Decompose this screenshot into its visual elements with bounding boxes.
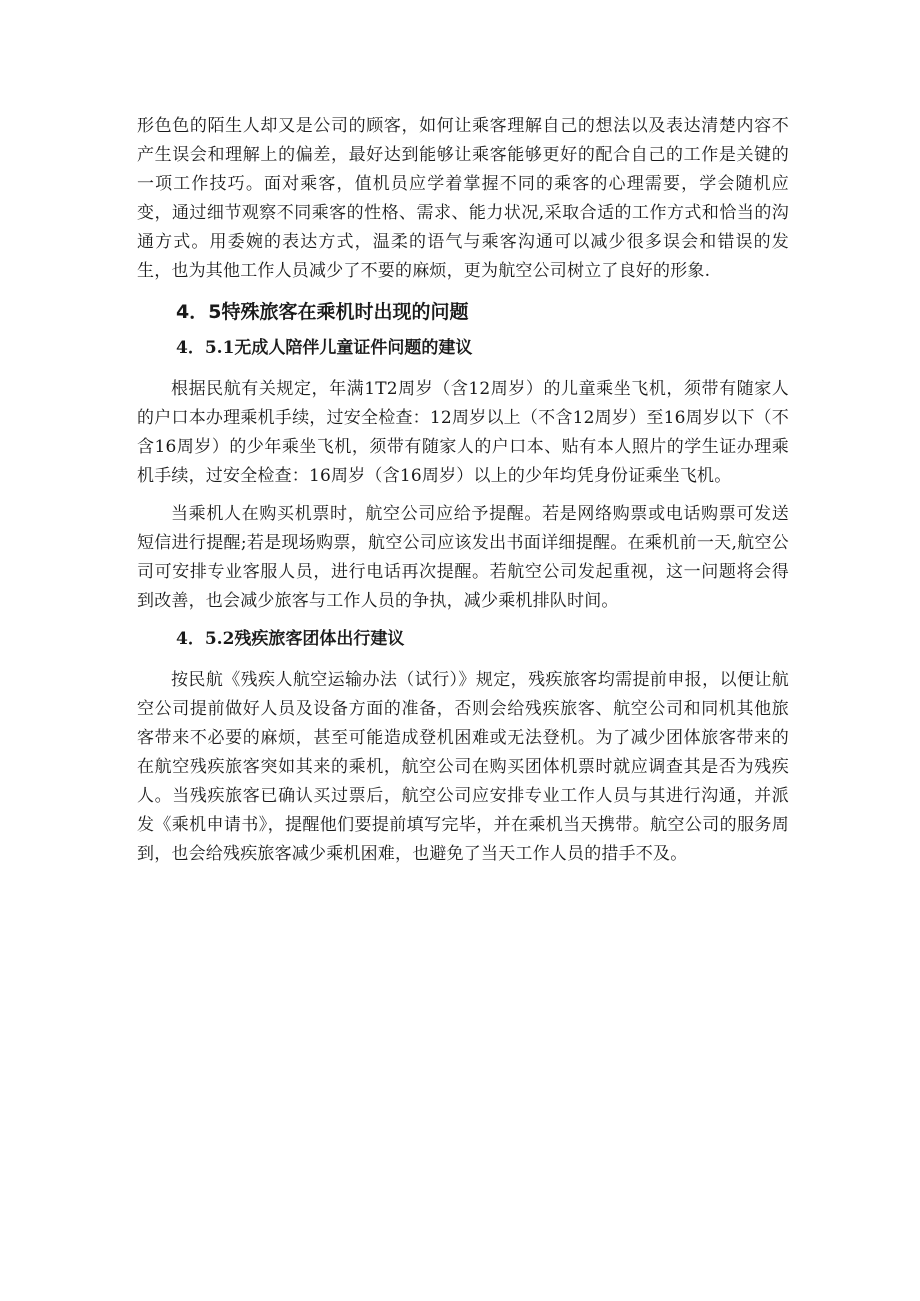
paragraph-reminder-suggestion: 当乘机人在购买机票时，航空公司应给予提醒。若是网络购票或电话购票可发送短信进行提醒;若是现场购票，航空公司应该发出书面详细提醒。在乘机前一天,航空公司可安排专业客服人员，进行电话再次提醒。若航空公司发起重视，这一问题将会得到改善，也会减少旅客与工作人员的争执，减少乘机排队时间。 [137, 504, 789, 611]
subsection-4-5-1-body [137, 375, 789, 491]
paragraph-disabled-group-suggestion: 按民航《残疾人航空运输办法（试行）》规定，残疾旅客均需提前申报，以便让航空公司提前做好人员及设备方面的准备，否则会给残疾旅客、航空公司和同机其他旅客带来不必要的麻烦，甚至可能造成登机困难或无法登机。为了减少团体旅客带来的在航空残疾旅客突如其来的乘机，航空公司在购买团体机票时就应调查其是否为残疾人。当残疾旅客已确认买过票后，航空公司应安排专业工作人员与其进行沟通，并派发《乘机申请书》，提醒他们要提前填写完毕，并在乘机当天携带。航空公司的服务周到，也会给残疾旅客减少乘机困难，也避免了当天工作人员的措手不及。 [137, 670, 789, 864]
subsection-heading-4-5-1: 4．5.1无成人陪伴儿童证件问题的建议 [176, 338, 473, 358]
section-heading-4-5: 4．5特殊旅客在乘机时出现的问题 [176, 301, 469, 323]
subsection-heading-4-5-2: 4．5.2残疾旅客团体出行建议 [176, 629, 405, 649]
subsection-4-5-1-body-2 [137, 500, 789, 616]
paragraph-child-id-rules: 根据民航有关规定，年满1T2周岁（含12周岁）的儿童乘坐飞机，须带有随家人的户口本办理乘机手续，过安全检查：12周岁以上（不含12周岁）至16周岁以下（不含16周岁）的少年乘坐飞机，须带有随家人的户口本、贴有本人照片的学生证办理乘机手续，过安全检查：16周岁（含16周岁）以上的少年均凭身份证乘坐飞机。 [137, 379, 789, 486]
subsection-4-5-2-body [137, 666, 789, 869]
intro-paragraph-block [137, 112, 789, 286]
intro-paragraph: 形色色的陌生人却又是公司的顾客，如何让乘客理解自己的想法以及表达清楚内容不产生误会和理解上的偏差，最好达到能够让乘客能够更好的配合自己的工作是关键的一项工作技巧。面对乘客，值机员应学着掌握不同的乘客的心理需要，学会随机应变，通过细节观察不同乘客的性格、需求、能力状况,采取合适的工作方式和恰当的沟通方式。用委婉的表达方式，温柔的语气与乘客沟通可以减少很多误会和错误的发生，也为其他工作人员减少了不要的麻烦，更为航空公司树立了良好的形象. [137, 116, 789, 281]
